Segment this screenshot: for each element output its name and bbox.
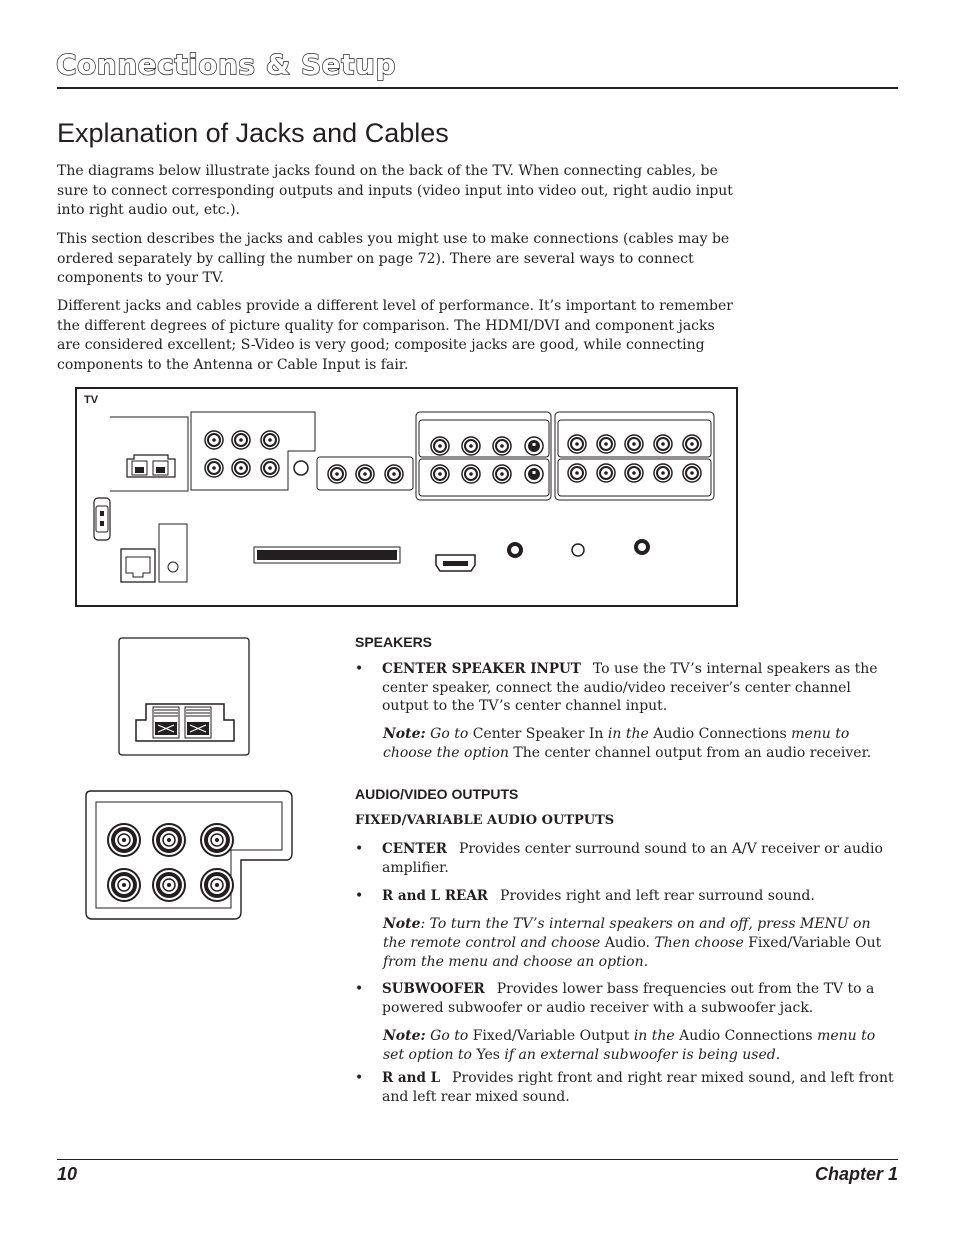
bullet-dot: • bbox=[355, 1070, 364, 1086]
note-text: in the bbox=[633, 1028, 675, 1044]
note-menu-name: Audio Connections bbox=[653, 726, 787, 742]
note-text: Go to bbox=[430, 1028, 469, 1044]
note-menu-item: Fixed/Variable Output bbox=[472, 1028, 630, 1044]
rl-text: Provides right front and right rear mixed sound, and left front and left rear mixed sound. bbox=[382, 1070, 894, 1105]
outputs-note-1 bbox=[383, 915, 883, 972]
note-text: in the bbox=[607, 726, 649, 742]
note-label: Note: bbox=[383, 726, 426, 742]
bullet-dot: • bbox=[355, 888, 364, 904]
bullet-dot: • bbox=[355, 841, 364, 857]
subwoofer-text: Provides lower bass frequencies out from the TV to a powered subwoofer or audio receiver with a subwoofer jack. bbox=[382, 981, 875, 1016]
header-rule bbox=[57, 87, 898, 89]
optical-jack bbox=[159, 524, 187, 582]
component-input-jacks bbox=[555, 412, 714, 500]
running-header: Connections & Setup bbox=[56, 48, 396, 81]
section-title: Explanation of Jacks and Cables bbox=[57, 118, 449, 148]
note-text: menu to choose the option bbox=[383, 726, 850, 761]
footer-rule bbox=[57, 1159, 898, 1160]
note-text: menu to set option to bbox=[383, 1028, 876, 1063]
note-option: The center channel output from an audio receiver. bbox=[513, 745, 872, 761]
center-text: Provides center surround sound to an A/V receiver or audio amplifier. bbox=[382, 841, 883, 876]
bullet-dot: • bbox=[355, 661, 364, 677]
video-input-jacks bbox=[416, 412, 551, 500]
subwoofer-term: SUBWOOFER bbox=[382, 981, 485, 997]
rl-output-item bbox=[355, 1069, 900, 1106]
antenna-jacks bbox=[507, 539, 650, 558]
center-speaker-input-term: CENTER SPEAKER INPUT bbox=[382, 661, 581, 677]
bullet-dot: • bbox=[355, 981, 364, 997]
av-outputs-heading: AUDIO/VIDEO OUTPUTS bbox=[355, 786, 519, 802]
av-output-jacks bbox=[191, 412, 315, 490]
note-label: Note: bbox=[383, 1028, 426, 1044]
rl-term: R and L bbox=[382, 1070, 441, 1086]
note-option: Yes bbox=[476, 1047, 500, 1063]
intro-paragraph-3: Different jacks and cables provide a different level of performance. It’s important to remember the different degrees of picture quality for comparison. The HDMI/DVI and component jacks are considered excellent; S-Video is very good; composite jacks are good, while connecting components to the Antenna or Cable Input is fair. bbox=[57, 298, 733, 373]
rear-term: R and L REAR bbox=[382, 888, 489, 904]
intro-paragraph-2: This section describes the jacks and cables you might use to make connections (cables may be ordered separately by calling the number on page 72). There are several ways to connect components to your TV. bbox=[57, 231, 730, 286]
av-outputs-detail-diagram bbox=[85, 790, 297, 922]
card-slot bbox=[254, 547, 400, 563]
note-text: if an external subwoofer is being used. bbox=[504, 1047, 781, 1063]
center-speaker-input-text: To use the TV’s internal speakers as the center speaker, connect the audio/video receiver’s center channel output to the TV’s center channel input. bbox=[382, 661, 878, 714]
speaker-detail-diagram bbox=[118, 637, 252, 757]
center-term: CENTER bbox=[382, 841, 447, 857]
tv-jacks-drawing bbox=[75, 387, 738, 607]
rear-text: Provides right and left rear surround sound. bbox=[500, 888, 815, 904]
chapter-label: Chapter 1 bbox=[814, 1164, 898, 1184]
rear-output-item bbox=[355, 887, 900, 906]
note-menu-name: Audio Connections bbox=[679, 1028, 813, 1044]
page-number: 10 bbox=[57, 1164, 78, 1184]
note-label: Note bbox=[383, 916, 421, 932]
note-text: Then choose bbox=[654, 935, 744, 951]
speakers-heading: SPEAKERS bbox=[355, 634, 433, 650]
power-inlet bbox=[94, 498, 110, 540]
fixed-variable-subheading: FIXED/VARIABLE AUDIO OUTPUTS bbox=[355, 813, 615, 828]
note-menu-item: Center Speaker In bbox=[472, 726, 604, 742]
outputs-note-2 bbox=[383, 1027, 883, 1065]
note-menu-item: Audio. bbox=[604, 935, 650, 951]
center-speaker-input-item bbox=[355, 660, 900, 716]
note-text: : To turn the TV’s internal speakers on and off, press MENU on the remote control and choose bbox=[383, 916, 871, 951]
component-jacks bbox=[317, 457, 413, 490]
hdmi-jack bbox=[436, 555, 475, 571]
note-menu-item: Fixed/Variable Out bbox=[748, 935, 882, 951]
note-text: from the menu and choose an option. bbox=[383, 954, 649, 970]
network-jack bbox=[121, 549, 155, 582]
center-output-item bbox=[355, 840, 900, 877]
note-text: Go to bbox=[430, 726, 469, 742]
intro-paragraph-1: The diagrams below illustrate jacks found on the back of the TV. When connecting cables, be sure to connect corresponding outputs and inputs (video input into video out, right audio input into right audio out, etc.). bbox=[57, 163, 733, 218]
subwoofer-output-item bbox=[355, 980, 900, 1017]
speaker-jack-block bbox=[110, 417, 188, 491]
tv-label: TV bbox=[84, 394, 99, 406]
speakers-note bbox=[383, 725, 883, 763]
